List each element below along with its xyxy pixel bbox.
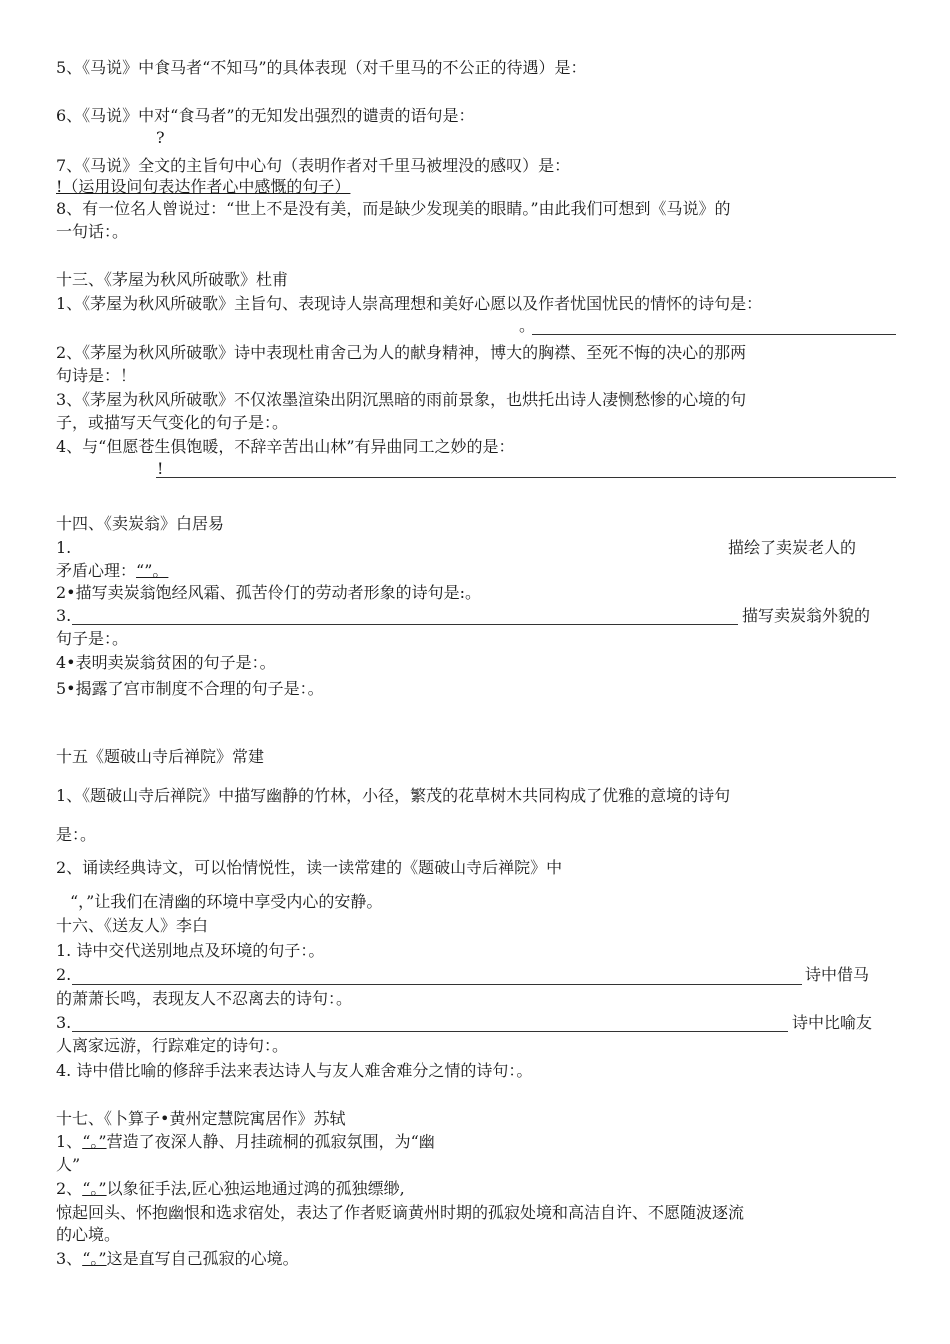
q12-8-line2: 一句话：。 xyxy=(56,222,129,241)
q12-6: 6、《马说》中对“食马者”的无知发出强烈的谴责的语句是： xyxy=(56,106,475,125)
q13-3-line1: 3、《茅屋为秋风所破歌》不仅浓墨渲染出阴沉黑暗的雨前景象，也烘托出诗人凄恻愁惨的心境的句 xyxy=(56,390,747,409)
q14-1-blank: “”。 xyxy=(136,561,169,580)
q16-3-right: 诗中比喻友 xyxy=(792,1013,873,1032)
q17-1-blank: “。” xyxy=(82,1132,107,1151)
q16-3-answer-line xyxy=(72,1031,788,1032)
q16-4: 4. 诗中借比喻的修辞手法来表达诗人与友人难舍难分之情的诗句：。 xyxy=(56,1061,533,1080)
q12-5: 5、《马说》中食马者“不知马”的具体表现（对千里马的不公正的待遇）是： xyxy=(56,58,587,77)
q17-1-number: 1、 xyxy=(56,1132,83,1151)
q12-8-line1: 8、有一位名人曾说过：“世上不是没有美，而是缺少发现美的眼睛。”由此我们可想到《马说》的 xyxy=(56,199,731,218)
q15-1-line1: 1、《题破山寺后禅院》中描写幽静的竹林，小径，繁茂的花草树木共同构成了优雅的意境的诗句 xyxy=(56,786,731,805)
q14-3-right: 描写卖炭翁外貌的 xyxy=(742,606,871,625)
q13-4-line2: ! xyxy=(157,459,164,478)
q17-3 xyxy=(56,1249,299,1269)
q17-2-number: 2、 xyxy=(56,1179,83,1198)
q16-2-answer-line xyxy=(72,984,802,985)
q13-3-line2: 子，或描写天气变化的句子是：。 xyxy=(56,413,289,432)
q12-6-answer-mark: ? xyxy=(156,128,165,147)
section-13-title: 十三、《茅屋为秋风所破歌》杜甫 xyxy=(56,270,289,289)
q13-1-answer-line xyxy=(532,334,896,335)
q17-2-line3: 的心境。 xyxy=(56,1225,121,1244)
q14-3-answer-line xyxy=(72,624,738,625)
q16-2-number: 2. xyxy=(56,965,72,984)
section-14-title: 十四、《卖炭翁》白居易 xyxy=(56,514,225,533)
q17-2-text: 以象征手法,匠心独运地通过鸿的孤独缥缈, xyxy=(106,1179,405,1198)
q17-2 xyxy=(56,1179,405,1199)
q17-1-text: 营造了夜深人静、月挂疏桐的孤寂氛围，为“幽 xyxy=(106,1132,435,1151)
q13-2-line1: 2、《茅屋为秋风所破歌》诗中表现杜甫舍己为人的献身精神，博大的胸襟、至死不悔的决心的那两 xyxy=(56,343,747,362)
q14-3-line2: 句子是：。 xyxy=(56,629,129,648)
q17-1-line2: 人” xyxy=(56,1155,81,1174)
q13-4-line1: 4、与“但愿苍生俱饱暖，不辞辛苦出山林”有异曲同工之妙的是： xyxy=(56,437,515,456)
q15-2-line2: “，”让我们在清幽的环境中享受内心的安静。 xyxy=(70,892,383,911)
q17-3-text: 这是直写自己孤寂的心境。 xyxy=(106,1249,299,1268)
q15-2-line1: 2、诵读经典诗文，可以怡情悦性，读一读常建的《题破山寺后禅院》中 xyxy=(56,858,563,877)
q14-4: 4•表明卖炭翁贫困的句子是：。 xyxy=(56,653,276,672)
section-15-title: 十五《题破山寺后禅院》常建 xyxy=(56,747,265,766)
q17-3-blank: “。” xyxy=(82,1249,107,1268)
q14-2: 2•描写卖炭翁饱经风霜、孤苦伶仃的劳动者形象的诗句是:。 xyxy=(56,583,482,602)
q14-3-number: 3. xyxy=(56,606,72,625)
q14-5: 5•揭露了宫市制度不合理的句子是：。 xyxy=(56,679,324,698)
q17-2-line2: 惊起回头、怀抱幽恨和选求宿处，表达了作者贬谪黄州时期的孤寂处境和高洁自许、不愿随波逐流 xyxy=(56,1203,745,1222)
q14-1-line2 xyxy=(56,561,168,581)
q16-3-number: 3. xyxy=(56,1013,72,1032)
q12-7: 7、《马说》全文的主旨句中心句（表明作者对千里马被埋没的感叹）是： xyxy=(56,156,571,175)
q12-7-note: !（运用设问句表达作者心中感慨的句子） xyxy=(56,177,351,196)
q17-2-blank: “。” xyxy=(82,1179,107,1198)
q13-4-answer-line xyxy=(156,477,896,478)
q14-1-label: 矛盾心理： xyxy=(56,561,137,580)
section-16-title: 十六、《送友人》李白 xyxy=(56,916,209,935)
q16-3-line2: 人离家远游，行踪难定的诗句：。 xyxy=(56,1036,289,1055)
q14-1-right: 描绘了卖炭老人的 xyxy=(728,538,857,557)
q15-1-line2: 是：。 xyxy=(56,825,97,844)
q13-2-line2: 句诗是：！ xyxy=(56,366,137,385)
q16-2-right: 诗中借马 xyxy=(805,965,870,984)
q16-1: 1. 诗中交代送别地点及环境的句子：。 xyxy=(56,941,325,960)
q13-1-line2: 。 xyxy=(519,316,536,335)
q17-3-number: 3、 xyxy=(56,1249,83,1268)
q17-1 xyxy=(56,1132,435,1152)
q16-2-line2: 的萧萧长鸣，表现友人不忍离去的诗句：。 xyxy=(56,989,353,1008)
q14-1-number: 1. xyxy=(56,538,72,557)
section-17-title: 十七、《卜算子•黄州定慧院寓居作》苏轼 xyxy=(56,1109,346,1128)
q13-1-line1: 1、《茅屋为秋风所破歌》主旨句、表现诗人崇高理想和美好心愿以及作者忧国忧民的情怀的诗句是： xyxy=(56,294,763,313)
